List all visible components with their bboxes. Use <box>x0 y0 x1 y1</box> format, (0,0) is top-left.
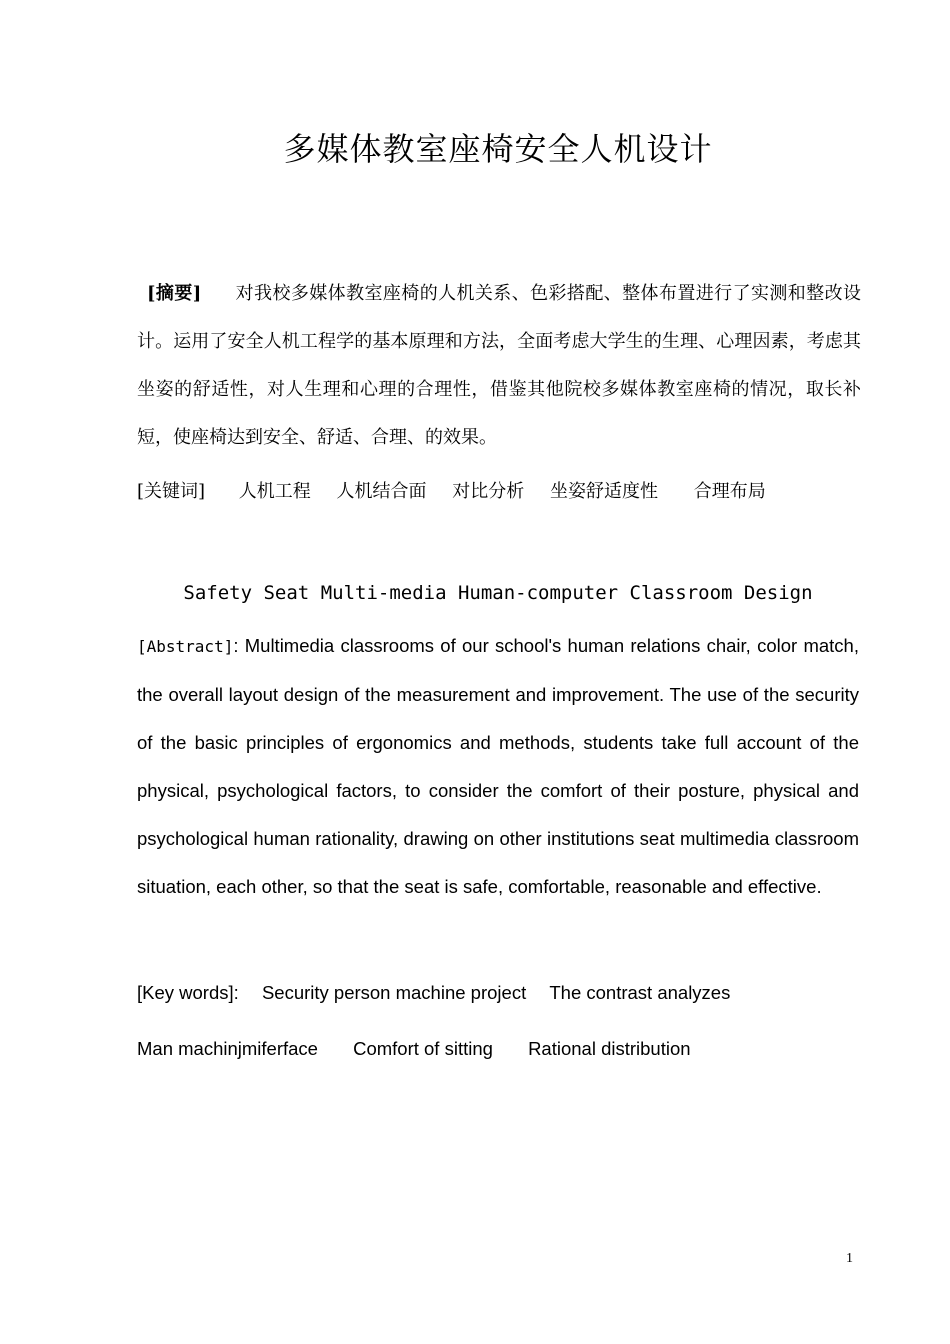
chinese-abstract-label: [摘要] <box>147 283 202 304</box>
english-keyword: Rational distribution <box>528 1038 691 1059</box>
english-abstract <box>137 622 859 911</box>
english-keyword: The contrast analyzes <box>549 982 731 1003</box>
chinese-keyword: 人机结合面 <box>336 481 427 502</box>
english-keyword: Security person machine project <box>261 982 527 1003</box>
chinese-keyword: 坐姿舒适度性 <box>549 481 658 502</box>
chinese-keyword: 对比分析 <box>452 481 525 502</box>
chinese-keyword: 人机工程 <box>238 481 311 502</box>
english-keyword: Comfort of sitting <box>353 1038 493 1059</box>
english-title: Safety Seat Multi-media Human-computer Classroom Design <box>183 582 813 604</box>
chinese-keywords <box>137 477 861 503</box>
english-abstract-label: [Abstract] <box>137 637 234 656</box>
page-number: 1 <box>846 1251 853 1266</box>
chinese-abstract-text: 对我校多媒体教室座椅的人机关系、色彩搭配、整体布置进行了实测和整改设计。运用了安全人机工程学的基本原理和方法，全面考虑大学生的生理、心理因素，考虑其坐姿的舒适性，对人生理和心理的合理性，借鉴其他院校多媒体教室座椅的情况，取长补短，使座椅达到安全、舒适、合理、的效果。 <box>137 283 861 448</box>
english-keywords-label: [Key words]: <box>137 982 239 1003</box>
document-title: 多媒体教室座椅安全人机设计 <box>283 130 713 168</box>
english-keyword: Man machinjmiferface <box>137 1038 318 1059</box>
chinese-keywords-label: [关键词] <box>137 481 206 502</box>
chinese-abstract <box>137 270 861 462</box>
chinese-keyword: 合理布局 <box>693 481 766 502</box>
english-abstract-text: : Multimedia classrooms of our school's human relations chair, color match, the overall layout design of the measurement and improvement. The use of the security of the basic principles of ergonomics and methods, students take full account of the physical, psychological factors, to consider the comfort of their posture, physical and psychological human rationality, drawing on other institutions seat multimedia classroom situation, each other, so that the seat is safe, comfortable, reasonable and effective. <box>137 635 859 897</box>
english-keywords <box>137 965 859 1077</box>
